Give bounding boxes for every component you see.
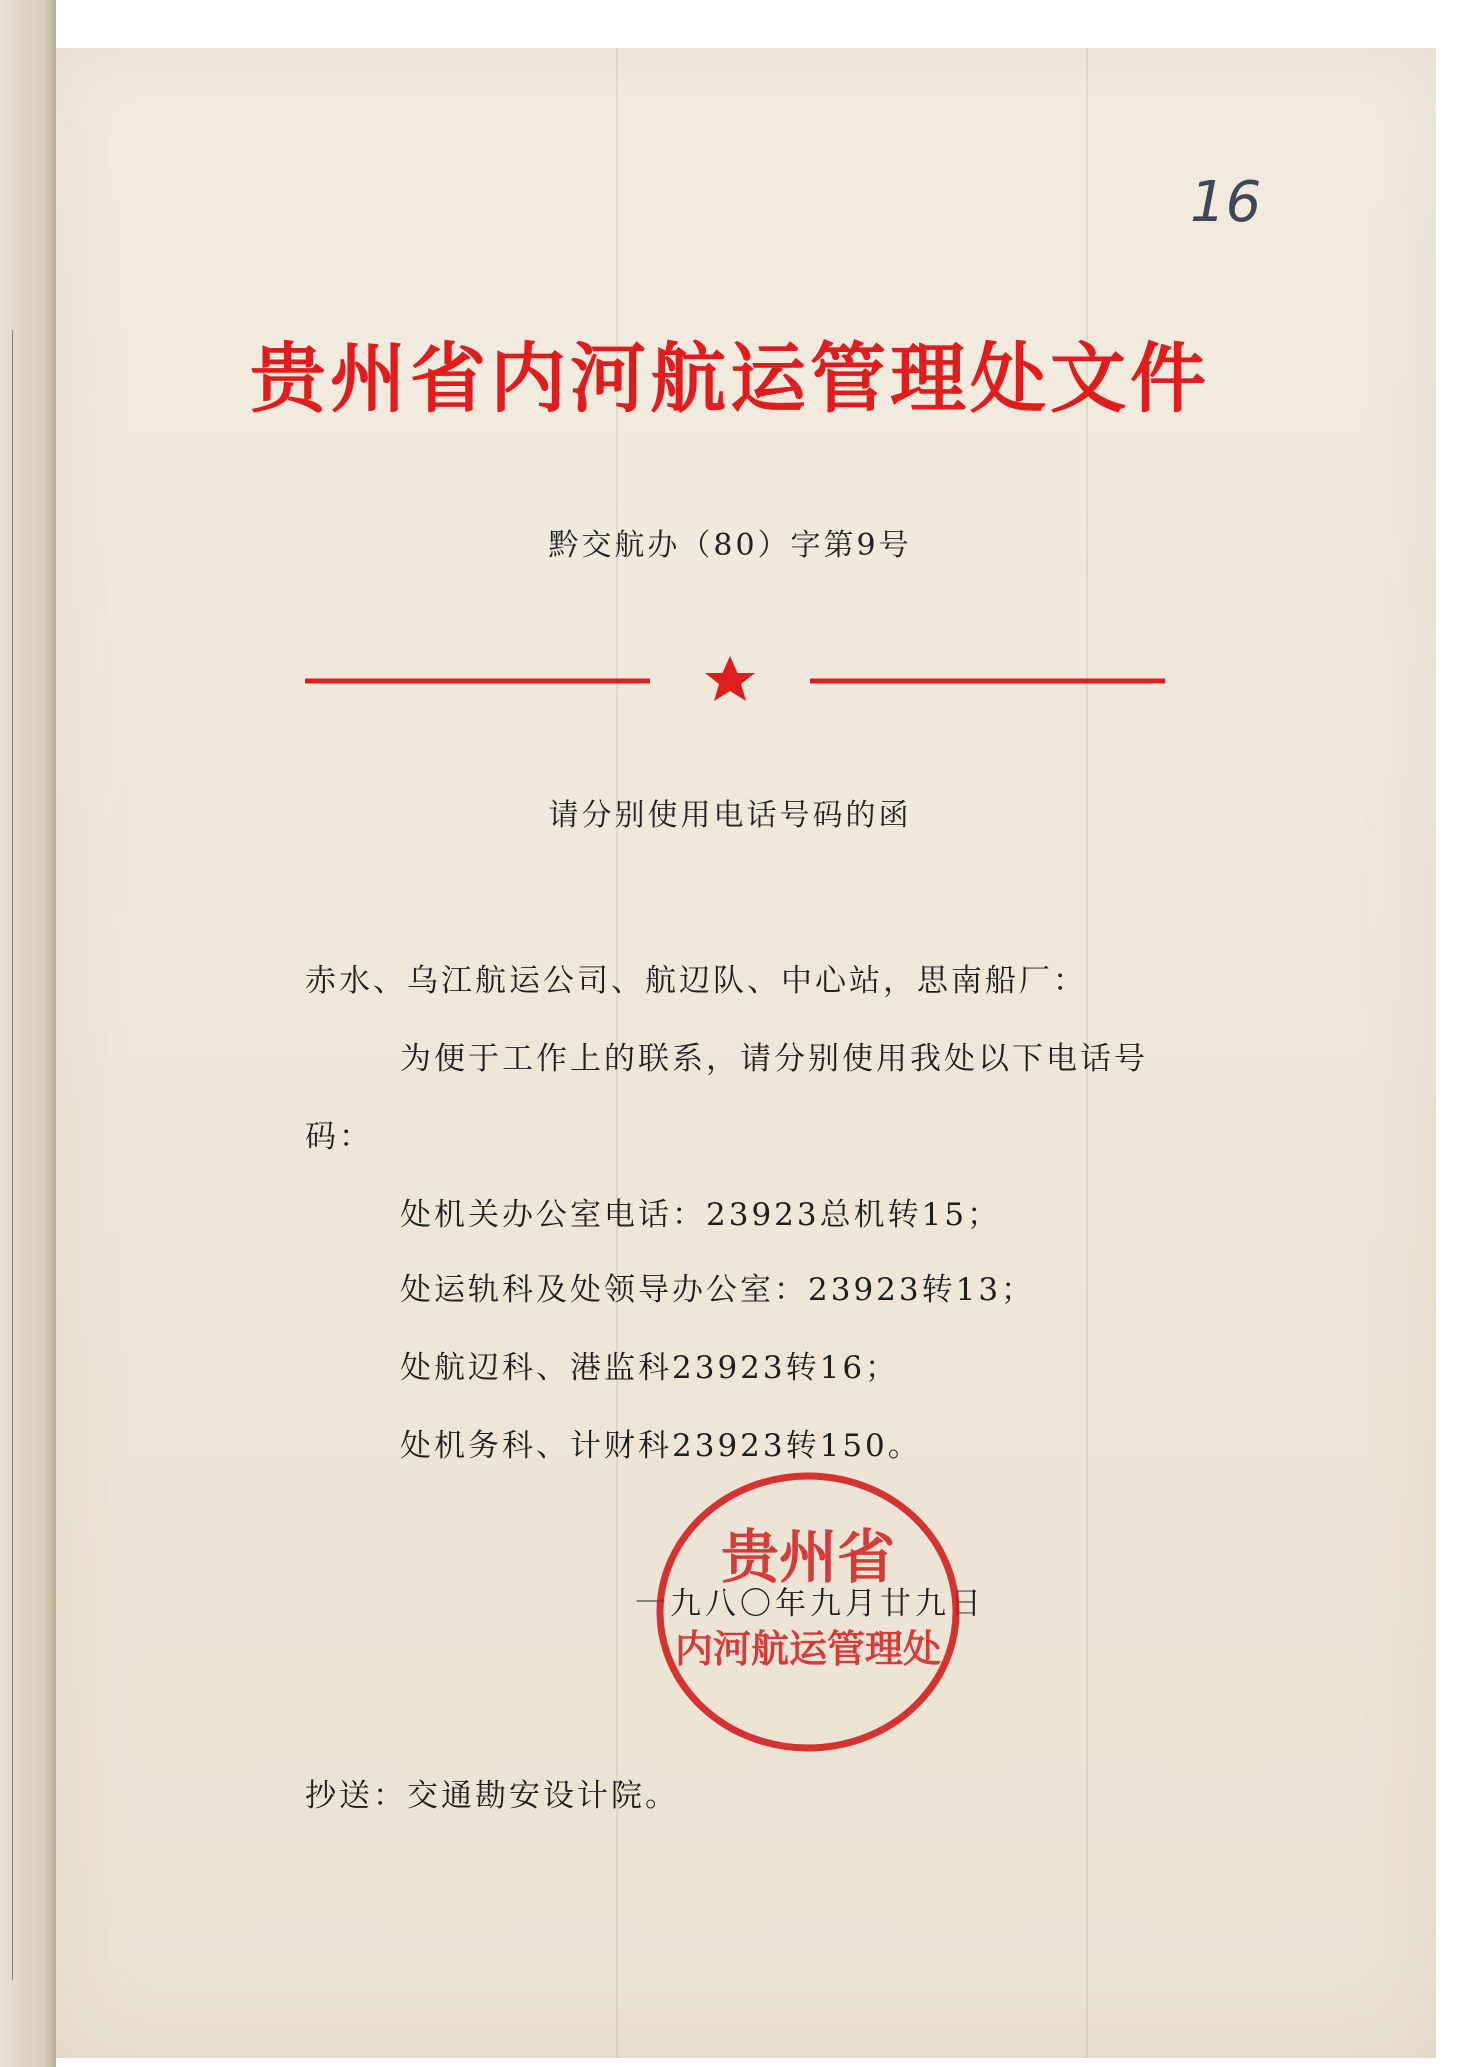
- left-page-edge: [0, 0, 56, 2067]
- seal-text-top: 贵州省: [720, 1523, 896, 1591]
- file-number: 16: [1190, 170, 1262, 235]
- cc-line: 抄送：交通勘安设计院。: [305, 1778, 679, 1814]
- issue-date: 一九八〇年九月廿九日: [635, 1586, 985, 1622]
- star-icon: [705, 656, 755, 701]
- letter-subject: 请分别使用电话号码的函: [548, 798, 912, 833]
- phone-line: 处运轨科及处领导办公室：23923转13；: [400, 1272, 1036, 1308]
- seal-text-bottom: 内河航运管理处: [674, 1626, 942, 1671]
- red-divider-with-star: [305, 656, 1165, 706]
- phone-line: 处机关办公室电话：23923总机转15；: [400, 1197, 1002, 1233]
- document-number: 黔交航办（80）字第9号: [548, 528, 912, 563]
- phone-line: 处机务科、计财科23923转150。: [400, 1428, 922, 1464]
- document-title: 贵州省内河航运管理处文件: [250, 334, 1210, 423]
- official-seal: [648, 1462, 968, 1762]
- body-line-2: 码：: [305, 1119, 373, 1155]
- body-line-1: 为便于工作上的联系，请分别使用我处以下电话号: [400, 1041, 1148, 1077]
- recipients-line: 赤水、乌江航运公司、航辺队、中心站，思南船厂：: [305, 963, 1087, 999]
- phone-line: 处航辺科、港监科23923转16；: [400, 1350, 900, 1386]
